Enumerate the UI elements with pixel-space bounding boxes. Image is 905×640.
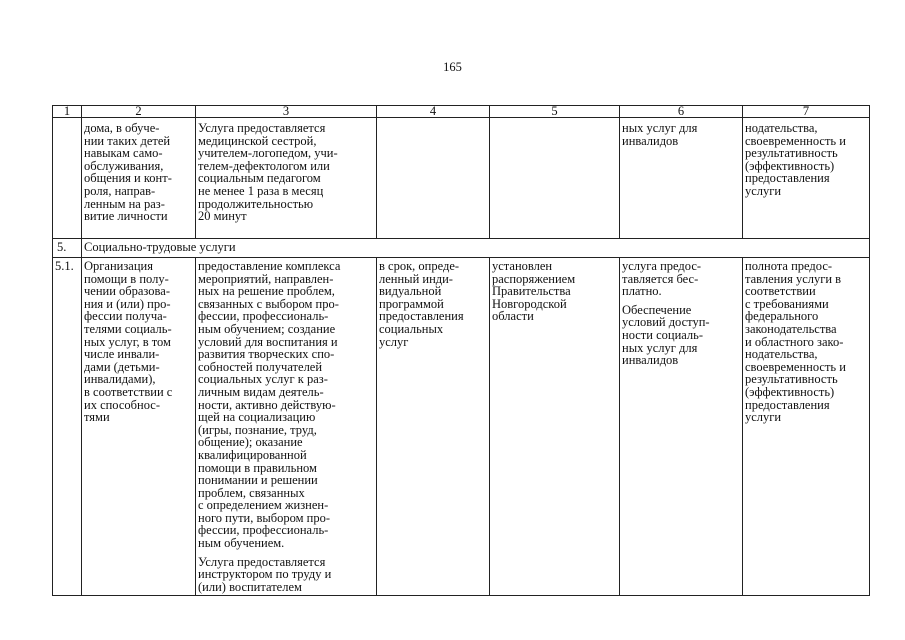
column-number: 7 [743,106,870,118]
service-cost-paragraph: услуга предос- тавляется бес- платно. [622,259,702,299]
column-number: 5 [490,106,620,118]
table-row-5-1 [53,258,870,596]
service-accessibility-paragraph: Обеспечение условий доступ- ности социаль- ных услуг для инвалидов [622,302,710,368]
row-number-cell [53,118,82,239]
column-number: 4 [377,106,490,118]
row-number-cell: 5.1. [53,258,82,596]
section-number: 5. [53,239,82,258]
service-quality-cell: нодательства, своевременность и результативность (эффективность) предоставления услуги [743,118,870,239]
service-quality-cell: полнота предос- тавления услуги в соответствии с требованиями федерального законодательства и областного зако- нодательства, своевременность и результативность (эффективность) предоставления услуги [743,258,870,596]
section-row [53,239,870,258]
section-title: Социально-трудовые услуги [82,239,870,258]
service-provider-paragraph: Услуга предоставляется инструктором по труду и (или) воспитателем [198,554,332,594]
table-row-continued [53,118,870,239]
column-number: 3 [196,106,377,118]
column-number: 6 [620,106,743,118]
service-name-cell: дома, в обуче- нии таких детей навыкам само- обслуживания, общения и конт- роля, направ- ленным на раз- витие личности [82,118,196,239]
column-number: 1 [53,106,82,118]
service-term-cell [377,118,490,239]
service-tariff-cell: установлен распоряжением Правительства Новгородской области [490,258,620,596]
service-description-paragraph: предоставление комплекса мероприятий, направлен- ных на решение проблем, связанных с выбором про- фессии, профессиональ- ным обучением; создание условий для воспитания и развития творческих спо- собностей получателей социальных услуг к раз- личным видам деятель- ности, активно действую- щей на социализацию (игры, познание, труд, общение); оказание квалифицированной помощи в правильном понимании и решении проблем, связанных с определением жизнен- ного пути, выбором про- фессии, профессиональ- ным обучением. [198,259,341,551]
service-description-cell [196,258,377,596]
services-table [52,105,870,596]
service-conditions-cell: ных услуг для инвалидов [620,118,743,239]
column-number: 2 [82,106,196,118]
service-term-cell: в срок, опреде- ленный инди- видуальной программой предоставления социальных услуг [377,258,490,596]
service-conditions-cell [620,258,743,596]
service-tariff-cell [490,118,620,239]
service-name-cell: Организация помощи в полу- чении образова- ния и (или) про- фессии получа- телями социаль- ных услуг, в том числе инвали- дами (детьми- инвалидами), в соответствии с их способнос- тями [82,258,196,596]
service-description-cell: Услуга предоставляется медицинской сестрой, учителем-логопедом, учи- телем-дефектологом или социальным педагогом не менее 1 раза в месяц продолжительностью 20 минут [196,118,377,239]
page-number: 165 [443,60,462,74]
column-number-row [53,106,870,118]
